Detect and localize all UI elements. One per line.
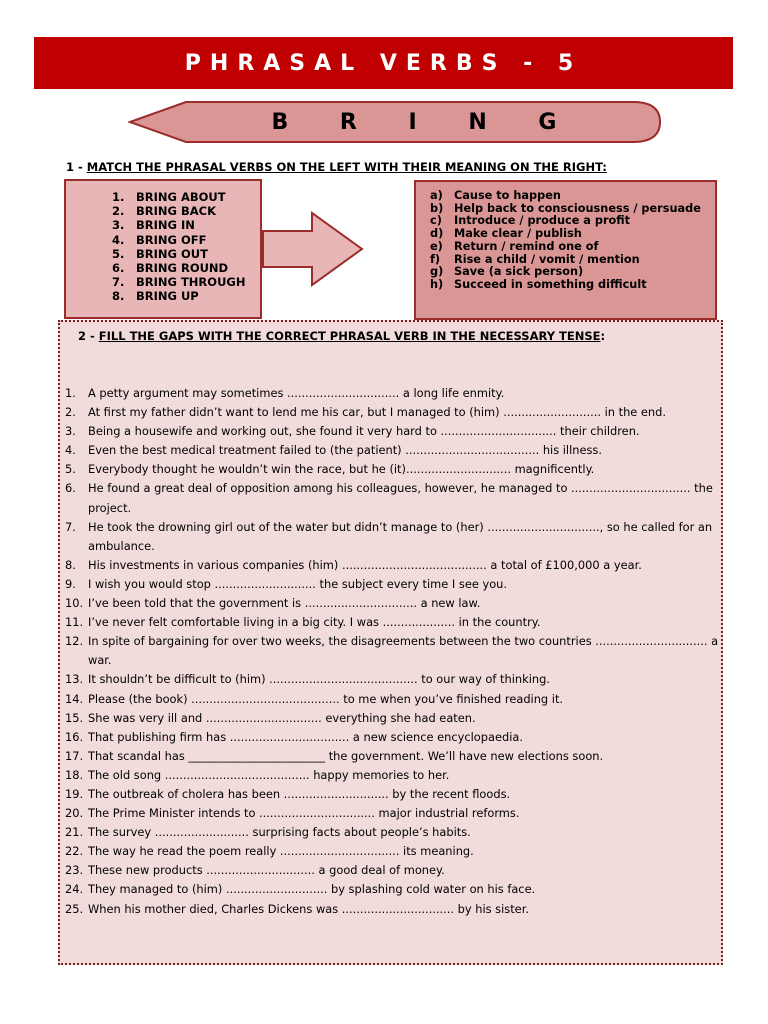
sentence-item [65,518,727,556]
bring-banner [128,100,662,144]
phrasal-verb-item [112,204,260,218]
phrasal-verb-item [112,233,260,247]
sentence-item [65,900,727,919]
sentence-item-number: 12. [65,634,84,649]
meaning-item-text: Save (a sick person) [454,265,584,279]
phrasal-verb-item-number: 6. [112,261,125,276]
sentence-item-text: I’ve been told that the government is ............................... a new law. [88,596,481,611]
sentence-item-text: At first my father didn’t want to lend me his car, but I managed to (him) ........................... in the end. [88,405,666,420]
phrasal-verb-item-number: 8. [112,289,125,304]
sentence-item [65,441,727,460]
phrasal-verb-item-text: BRING UP [136,289,199,304]
phrasal-verb-item-text: BRING ROUND [136,261,229,276]
sentence-item-text: It shouldn’t be difficult to (him) ......................................... to our way of thinking. [88,672,550,687]
meaning-item-text: Succeed in something difficult [454,277,647,291]
sentence-item-number: 3. [65,424,76,439]
section2-heading-suffix: : [600,329,606,343]
sentence-item-text: That scandal has ________________________ the government. We’ll have new elections soon. [88,748,604,763]
sentence-item-number: 13. [65,672,84,687]
phrasal-verbs-box [64,179,262,319]
meaning-item-text: Introduce / produce a profit [454,214,631,228]
phrasal-verb-item [112,275,260,289]
sentence-item-text: His investments in various companies (him) ........................................ a total of £100,000 a year. [88,557,642,572]
phrasal-verb-item-text: BRING IN [136,218,195,233]
sentence-item [65,690,727,709]
sentence-item [65,880,727,899]
sentence-item-number: 21. [65,825,84,840]
sentence-item-number: 5. [65,462,76,477]
phrasal-verb-item [112,190,260,204]
sentence-item [65,632,727,670]
meaning-item-text: Rise a child / vomit / mention [454,252,640,266]
meaning-item-text: Make clear / publish [454,227,582,241]
phrasal-verb-item [112,247,260,261]
meaning-item-text: Cause to happen [454,189,561,202]
sentence-item-text: They managed to (him) ............................ by splashing cold water on his face. [88,882,536,897]
sentence-item [65,556,727,575]
sentence-item-text: These new products .............................. a good deal of money. [88,863,445,878]
meaning-item [430,279,715,292]
sentence-item-number: 10. [65,596,84,611]
gap-fill-sentences [65,384,727,919]
phrasal-verb-item-text: BRING OUT [136,246,208,261]
worksheet-title: PHRASAL VERBS - 5 [34,37,733,89]
sentence-item-number: 24. [65,882,84,897]
section2-heading [78,329,605,343]
meaning-item-text: Return / remind one of [454,239,599,253]
sentence-item [65,766,727,785]
sentence-item-text: The Prime Minister intends to ................................ major industrial reforms. [88,806,520,821]
sentence-item-number: 7. [65,519,76,534]
sentence-item-number: 2. [65,405,76,420]
section2-heading-text: FILL THE GAPS WITH THE CORRECT PHRASAL VERB IN THE NECESSARY TENSE [98,329,601,343]
sentence-item-number: 19. [65,786,84,801]
sentence-item-text: The survey .......................... surprising facts about people’s habits. [88,825,471,840]
section2-number: 2 - [78,329,99,343]
sentence-item [65,460,727,479]
sentence-item-number: 18. [65,767,84,782]
sentence-item-text: That publishing firm has ................................. a new science encyclopaedia. [88,729,523,744]
meaning-item-number: c) [430,214,442,228]
sentence-item-number: 15. [65,710,84,725]
meanings-list [416,182,715,292]
sentence-item-text: The way he read the poem really ................................. its meaning. [88,844,474,859]
meaning-item-text: Help back to consciousness / persuade [454,201,701,215]
phrasal-verb-item-number: 5. [112,246,125,261]
sentence-item-number: 6. [65,481,76,496]
sentence-item [65,861,727,880]
sentence-item [65,670,727,689]
sentence-item [65,804,727,823]
sentence-item-number: 1. [65,386,76,400]
phrasal-verbs-list [66,181,260,304]
phrasal-verb-item-number: 7. [112,275,125,290]
sentence-item [65,842,727,861]
sentence-item-text: When his mother died, Charles Dickens was ............................... by his sister. [88,901,529,916]
phrasal-verb-item-number: 2. [112,204,125,219]
sentence-item-text: Even the best medical treatment failed to (the patient) ..................................... his illness. [88,443,602,458]
phrasal-verb-item-text: BRING BACK [136,204,216,219]
sentence-item-number: 11. [65,615,84,630]
sentence-item [65,613,727,632]
phrasal-verb-item-number: 4. [112,232,125,247]
sentence-item-number: 23. [65,863,84,878]
meaning-item-number: a) [430,189,443,202]
section1-number: 1 - [66,160,87,174]
phrasal-verb-item-text: BRING ABOUT [136,190,226,204]
meaning-item-number: b) [430,201,444,215]
sentence-item-text: Being a housewife and working out, she found it very hard to ................................ their children. [88,424,640,439]
sentence-item [65,479,727,517]
sentence-item-text: The outbreak of cholera has been ............................. by the recent floods. [88,786,511,801]
meaning-item-number: d) [430,227,444,241]
meaning-item-number: f) [430,252,441,266]
sentence-item [65,728,727,747]
meaning-item-number: g) [430,265,444,279]
sentence-item-number: 14. [65,691,84,706]
sentence-item [65,747,727,766]
sentence-item [65,422,727,441]
phrasal-verb-item [112,261,260,275]
sentence-item [65,823,727,842]
meaning-item-number: h) [430,277,444,291]
section1-heading-text: MATCH THE PHRASAL VERBS ON THE LEFT WITH THEIR MEANING ON THE RIGHT: [86,160,607,174]
sentence-item-number: 16. [65,729,84,744]
sentence-item [65,785,727,804]
sentence-item-text: In spite of bargaining for over two weeks, the disagreements between the two countries ............................... a war. [88,634,719,668]
sentence-item [65,384,727,403]
sentence-item-text: I’ve never felt comfortable living in a big city. I was .................... in the country. [88,615,541,630]
phrasal-verb-item-text: BRING THROUGH [136,275,246,290]
phrasal-verb-item [112,218,260,232]
phrasal-verb-item-number: 3. [112,218,125,233]
meaning-item-number: e) [430,239,443,253]
sentence-item-number: 8. [65,557,76,572]
sentence-item-text: He took the drowning girl out of the water but didn’t manage to (her) ..............................., so he called for an ambulance. [88,519,713,553]
sentence-item-number: 4. [65,443,76,458]
meanings-box [414,180,717,320]
sentence-item-number: 22. [65,844,84,859]
sentence-item-number: 20. [65,806,84,821]
sentence-item-text: Everybody thought he wouldn’t win the race, but he (it)............................. magnificently. [88,462,595,477]
phrasal-verb-item [112,289,260,303]
sentence-item [65,594,727,613]
sentence-item-text: She was very ill and ................................ everything she had eaten. [88,710,476,725]
sentence-item [65,403,727,422]
sentence-item-number: 17. [65,748,84,763]
sentence-item-text: A petty argument may sometimes ............................... a long life enmity. [88,386,505,400]
sentence-item [65,709,727,728]
section1-heading [66,160,607,174]
right-arrow-icon [262,211,366,287]
banner-verb: B R I N G [271,109,579,135]
sentence-item-number: 9. [65,576,76,591]
sentence-item-text: The old song ........................................ happy memories to her. [88,767,450,782]
phrasal-verb-item-number: 1. [112,190,125,204]
sentence-item-text: Please (the book) ......................................... to me when you’ve finished reading it. [88,691,564,706]
sentence-item-text: He found a great deal of opposition among his colleagues, however, he managed to ................................. the project. [88,481,713,515]
sentence-item-number: 25. [65,901,84,916]
phrasal-verb-item-text: BRING OFF [136,232,207,247]
sentence-item [65,575,727,594]
sentence-item-text: I wish you would stop ............................ the subject every time I see you. [88,576,508,591]
